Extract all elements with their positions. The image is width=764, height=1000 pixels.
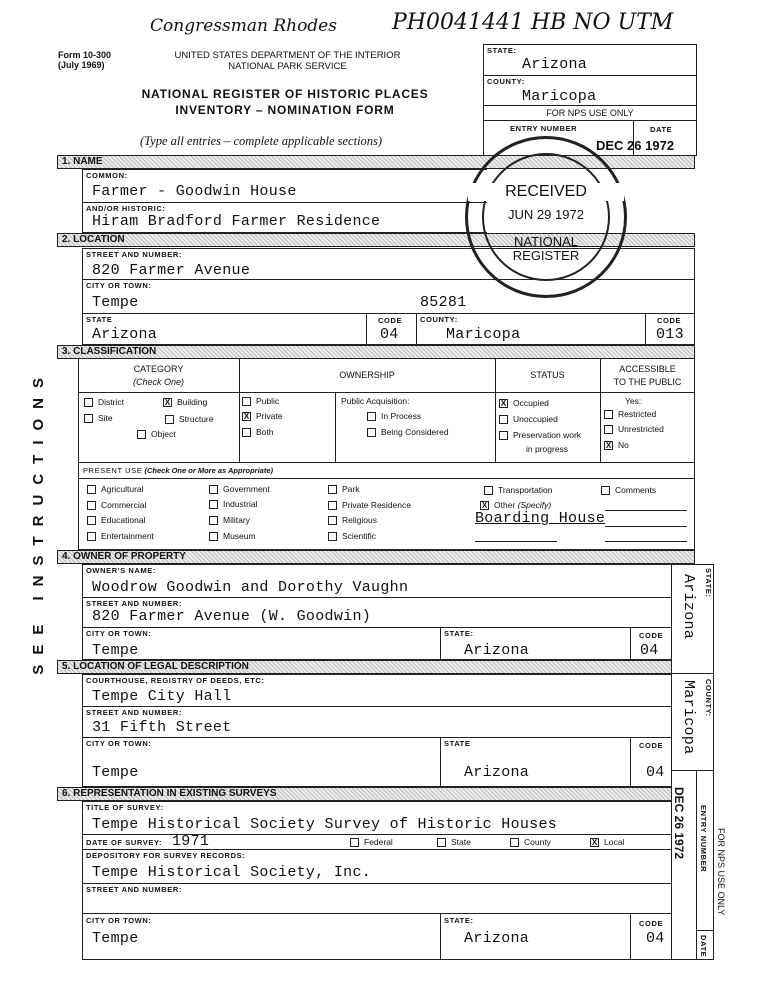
checkbox-occupied[interactable]: X Occupied [500,398,549,409]
stamp-date: JUN 29 1972 [508,207,584,222]
common-label: COMMON: [86,171,128,180]
see-instructions: SEE INSTRUCTIONS [30,368,47,675]
historic-label: AND/OR HISTORIC: [86,204,166,213]
city-value: Tempe [92,294,139,311]
county-label: COUNTY: [487,77,525,86]
category-header: CATEGORY (Check One) [132,364,185,387]
checkbox-private-residence[interactable]: Private Residence [328,500,411,510]
state-label: STATE: [487,46,517,55]
county-code: 013 [656,326,684,343]
state-label: STATE [86,315,113,324]
section-name-bar: 1. NAME [57,155,695,169]
date-stamp: DEC 26 1972 [596,138,675,153]
common-name: Farmer - Goodwin House [92,183,297,200]
legal-city: Tempe [92,764,139,781]
present-use-label: PRESENT USE (Check One or More as Appropriate) [83,466,273,475]
strip-state-label: STATE: [704,568,713,598]
other-use-value: Boarding House [475,510,606,527]
depository-label: DEPOSITORY FOR SURVEY RECORDS: [86,851,246,860]
checkbox-preservation-work[interactable]: Preservation work [499,430,581,440]
section-location-bar: 2. LOCATION [57,233,695,247]
strip-county: Maricopa [680,680,697,755]
owner-name: Woodrow Goodwin and Dorothy Vaughn [92,579,409,596]
checkbox-site[interactable]: Site [84,413,113,423]
street-label: STREET AND NUMBER: [86,885,182,894]
checkbox-private[interactable]: X Private [243,411,283,422]
checkbox-other[interactable]: X Other (Specify) [481,500,552,511]
code-label: CODE [657,316,682,325]
city-label: CITY OR TOWN: [86,739,152,748]
legal-state: Arizona [464,764,530,781]
depository-value: Tempe Historical Society, Inc. [92,864,372,881]
entry-number-label: ENTRY NUMBER [510,124,578,133]
checkbox-structure[interactable]: Structure [165,414,214,424]
handwritten-note: Congressman Rhodes [150,16,337,36]
strip-date-label: DATE [699,935,708,958]
strip-entry-label: ENTRY NUMBER [699,805,708,873]
street-label: STREET AND NUMBER: [86,599,182,608]
checkbox-museum[interactable]: Museum [209,531,256,541]
checkbox-commercial[interactable]: Commercial [87,500,146,510]
state-label: STATE: [444,629,474,638]
survey-date-label: DATE OF SURVEY: [86,838,163,847]
checkbox-federal[interactable]: Federal [350,837,393,847]
checkbox-unrestricted[interactable]: Unrestricted [604,424,664,434]
checkbox-religious[interactable]: Religious [328,515,377,525]
checkbox-agricultural[interactable]: Agricultural [87,484,144,494]
checkbox-educational[interactable]: Educational [87,515,145,525]
checkbox-government[interactable]: Government [209,484,270,494]
code-label: CODE [378,316,403,325]
city-label: CITY OR TOWN: [86,916,152,925]
nps-use-only: FOR NPS USE ONLY [546,108,634,118]
checkbox-industrial[interactable]: Industrial [209,499,258,509]
section-legal-bar: 5. LOCATION OF LEGAL DESCRIPTION [57,660,672,674]
checkbox-park[interactable]: Park [328,484,359,494]
public-acquisition-label: Public Acquisition: [341,396,410,406]
checkbox-entertainment[interactable]: Entertainment [87,531,154,541]
checkbox-public[interactable]: Public [242,396,279,406]
checkbox-county[interactable]: County [510,837,551,847]
county-value: Maricopa [522,88,597,105]
historic-name: Hiram Bradford Farmer Residence [92,213,381,230]
owner-street: 820 Farmer Avenue (W. Goodwin) [92,608,372,625]
stamp-register: NATIONAL REGISTER [512,234,580,263]
in-progress-label: in progress [526,444,569,454]
state-value: Arizona [522,56,588,73]
depository-city: Tempe [92,930,139,947]
instructions: (Type all entries – complete applicable sections) [140,134,383,148]
owner-city: Tempe [92,642,139,659]
street-label: STREET AND NUMBER: [86,708,182,717]
yes-label: Yes: [625,396,642,406]
survey-title: Tempe Historical Society Survey of Historic Houses [92,816,558,833]
courthouse-label: COURTHOUSE, REGISTRY OF DEEDS, ETC: [86,676,265,685]
checkbox-local[interactable]: X Local [591,837,625,848]
depository-state: Arizona [464,930,530,947]
checkbox-unoccupied[interactable]: Unoccupied [499,414,558,424]
checkbox-district[interactable]: District [84,397,124,407]
strip-state: Arizona [680,574,697,640]
form-title: NATIONAL REGISTER OF HISTORIC PLACES INVENTORY – NOMINATION FORM [141,87,429,117]
checkbox-no[interactable]: X No [605,440,629,451]
county-label: COUNTY: [420,315,458,324]
courthouse-value: Tempe City Hall [92,688,232,705]
checkbox-state[interactable]: State [437,837,471,847]
section-classification-bar: 3. CLASSIFICATION [57,345,695,359]
legal-state-code: 04 [646,764,665,781]
legal-street: 31 Fifth Street [92,719,232,736]
state-label: STATE: [444,916,474,925]
street-value: 820 Farmer Avenue [92,262,251,279]
owner-state-code: 04 [640,642,659,659]
strip-county-label: COUNTY: [704,679,713,717]
strip-date-stamp: DEC 26 1972 [672,787,686,860]
zip-code: 85281 [420,294,467,311]
section-owner-bar: 4. OWNER OF PROPERTY [57,550,695,564]
form-number: Form 10-300 (July 1969) [58,50,112,70]
survey-date: 1971 [172,833,210,850]
checkbox-both[interactable]: Both [242,427,274,437]
city-label: CITY OR TOWN: [86,629,152,638]
code-label: CODE [639,919,664,928]
checkbox-in-process[interactable]: In Process [367,411,421,421]
department: UNITED STATES DEPARTMENT OF THE INTERIOR NATIONAL PARK SERVICE [174,50,401,72]
city-label: CITY OR TOWN: [86,281,152,290]
checkbox-military[interactable]: Military [209,515,250,525]
owner-name-label: OWNER'S NAME: [86,566,156,575]
status-header: STATUS [530,370,565,380]
checkbox-building[interactable]: X Building [164,397,208,408]
section-surveys-bar: 6. REPRESENTATION IN EXISTING SURVEYS [57,787,672,801]
state-value: Arizona [92,326,158,343]
date-label: DATE [650,125,673,134]
state-label: STATE [444,739,471,748]
survey-title-label: TITLE OF SURVEY: [86,803,164,812]
handwritten-reference: PH0041441 HB NO UTM [392,10,674,35]
state-code: 04 [380,326,399,343]
received-stamp [465,136,627,298]
checkbox-comments[interactable]: Comments [601,485,656,495]
checkbox-being-considered[interactable]: Being Considered [367,427,449,437]
checkbox-restricted[interactable]: Restricted [604,409,656,419]
depository-state-code: 04 [646,930,665,947]
code-label: CODE [639,631,664,640]
stamp-received: RECEIVED [468,183,624,201]
checkbox-transportation[interactable]: Transportation [484,485,553,495]
code-label: CODE [639,741,664,750]
county-value: Maricopa [446,326,521,343]
checkbox-object[interactable]: Object [137,429,176,439]
owner-state: Arizona [464,642,530,659]
accessible-header: ACCESSIBLE TO THE PUBLIC [613,364,682,387]
checkbox-scientific[interactable]: Scientific [328,531,376,541]
ownership-header: OWNERSHIP [339,370,395,380]
street-label: STREET AND NUMBER: [86,250,182,259]
strip-nps-use-only: FOR NPS USE ONLY [716,828,726,916]
